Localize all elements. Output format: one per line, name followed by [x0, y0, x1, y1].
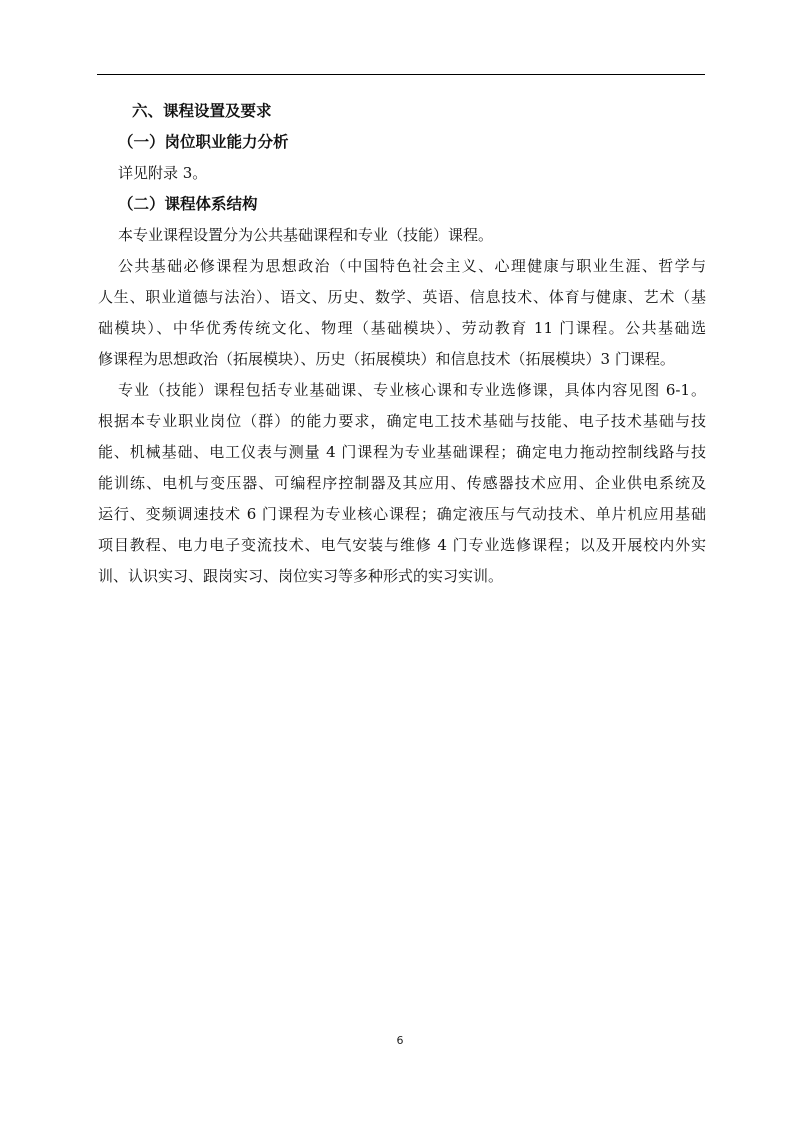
section-heading: 六、课程设置及要求	[132, 102, 272, 120]
paragraph-line: 人生、职业道德与法治）、语文、历史、数学、英语、信息技术、体育与健康、艺术（基	[98, 288, 706, 306]
paragraph-professional-courses	[98, 375, 706, 592]
header-rule	[97, 74, 705, 75]
page-content	[98, 96, 706, 592]
subsection-heading-1: （一）岗位职业能力分析	[118, 133, 289, 151]
paragraph-line: 训、认识实习、跟岗实习、岗位实习等多种形式的实习实训。	[98, 567, 504, 585]
paragraph-line: 根据本专业职业岗位（群）的能力要求，确定电工技术基础与技能、电子技术基础与技	[98, 412, 706, 430]
paragraph-line: 项目教程、电力电子变流技术、电气安装与维修 4 门专业选修课程；以及开展校内外实	[98, 536, 706, 554]
paragraph-line: 专业（技能）课程包括专业基础课、专业核心课和专业选修课，具体内容见图 6-1。	[118, 381, 706, 399]
paragraph-public-courses	[98, 251, 706, 375]
paragraph-line: 能训练、电机与变压器、可编程序控制器及其应用、传感器技术应用、企业供电系统及	[98, 474, 706, 492]
subsection-heading-2: （二）课程体系结构	[118, 195, 258, 213]
paragraph-line: 础模块）、中华优秀传统文化、物理（基础模块）、劳动教育 11 门课程。公共基础选	[98, 319, 706, 337]
subsection-2-intro: 本专业课程设置分为公共基础课程和专业（技能）课程。	[118, 226, 494, 244]
page-number: 6	[396, 1034, 404, 1047]
paragraph-line: 运行、变频调速技术 6 门课程为专业核心课程；确定液压与气动技术、单片机应用基础	[98, 505, 706, 523]
paragraph-line: 公共基础必修课程为思想政治（中国特色社会主义、心理健康与职业生涯、哲学与	[118, 257, 706, 275]
subsection-1-text: 详见附录 3。	[118, 164, 208, 182]
paragraph-line: 能、机械基础、电工仪表与测量 4 门课程为专业基础课程；确定电力拖动控制线路与技	[98, 443, 706, 461]
paragraph-line: 修课程为思想政治（拓展模块）、历史（拓展模块）和信息技术（拓展模块）3 门课程。	[98, 350, 675, 368]
